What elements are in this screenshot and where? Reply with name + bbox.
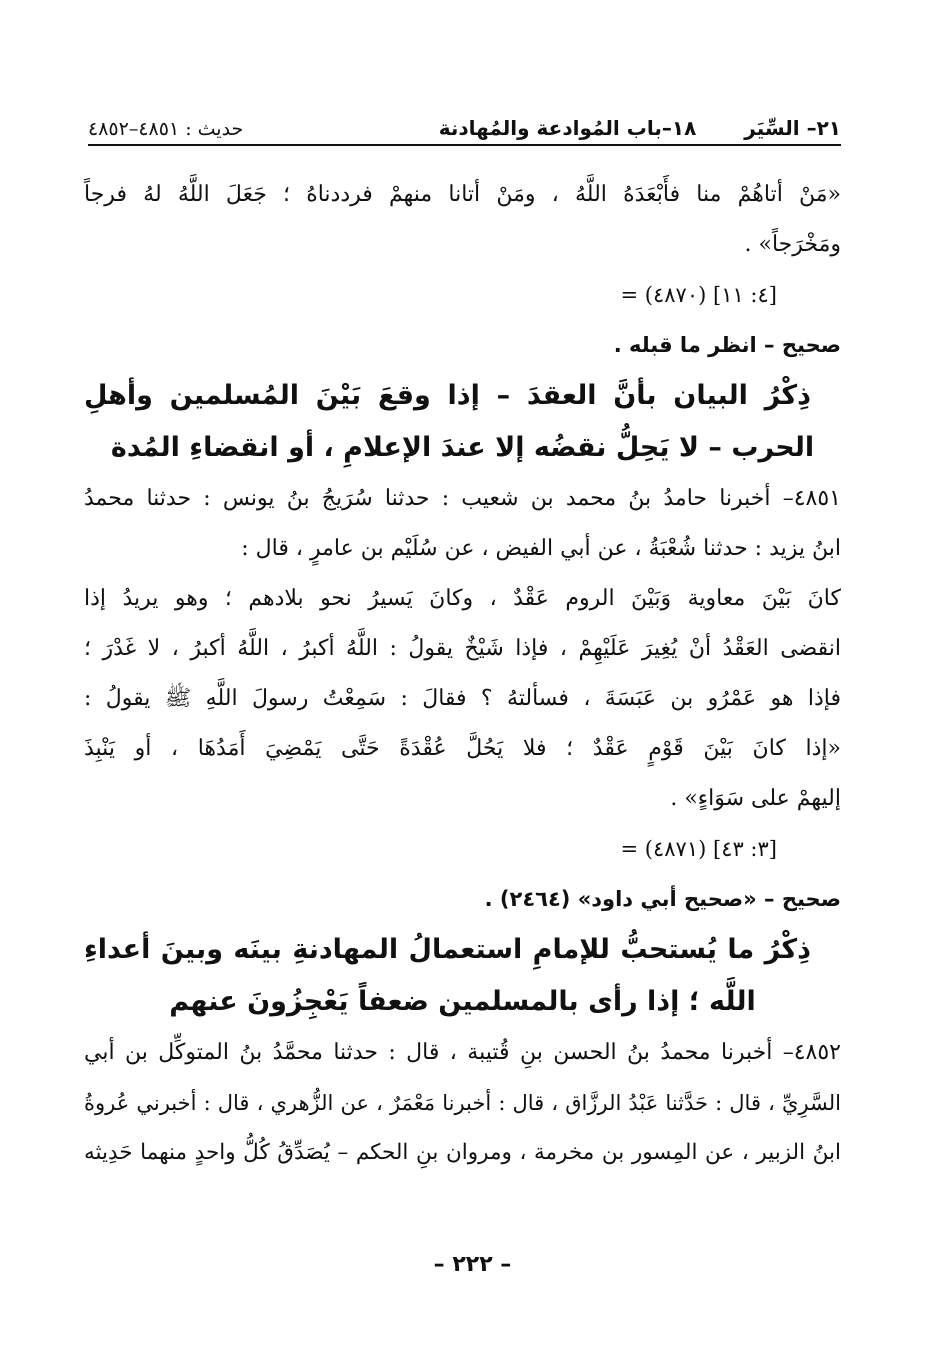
book-title: ٢١– السِّيَر [744, 116, 841, 140]
grading-line: صحيح – «صحيح أبي داود» (٢٤٦٤) . [484, 887, 841, 911]
section-heading: ذِكْرُ ما يُستحبُّ للإمامِ استعمالُ المهادنةِ بينَه وبينَ أعداءِ [84, 934, 811, 965]
page-number: – ٢٢٢ – [433, 1252, 512, 1277]
reference-line: = (٤٨٧٠) [٤: ١١] [620, 283, 777, 307]
grading-line: صحيح – انظر ما قبله . [613, 333, 841, 357]
page-body [84, 170, 841, 1178]
hadith-text-line: فإذا هو عَمْرُو بن عَبَسَةَ ، فسألتهُ ؟ فقالَ : سَمِعْتُ رسولَ اللَّهِ ﷺ يقولُ : [84, 686, 842, 711]
text-line: ومَخْرَجاً» . [744, 232, 841, 257]
hadith-text-line: انقضى العَقْدُ أنْ يُغِيرَ عَلَيْهِمْ ، فإذا شَيْخٌ يقولُ : اللَّهُ أكبرُ ، اللَّهُ أكبرُ ، لا غَدْرَ ؛ [84, 636, 841, 661]
hadith-chain-line: ٤٨٥٢– أخبرنا محمدُ بنُ الحسن بنِ قُتيبة ، قال : حدثنا محمَّدُ بنُ المتوكِّل بن أبي [84, 1040, 841, 1065]
section-heading: الحرب – لا يَحِلُّ نقضُه إلا عندَ الإعلامِ ، أو انقضاءِ المُدة [110, 432, 815, 463]
hadith-chain-line: ٤٨٥١– أخبرنا حامدُ بنُ محمد بن شعيب : حدثنا سُرَيجُ بنُ يونس : حدثنا محمدُ [84, 486, 841, 511]
hadith-text-line: «إذا كانَ بَيْنَ قَوْمٍ عَقْدٌ ؛ فلا يَحُلَّ عُقْدَةً حَتَّى يَمْضِيَ أَمَدُهَا ، أو يَنْبِذَ [84, 736, 841, 761]
reference-line: = (٤٨٧١) [٣: ٤٣] [620, 837, 777, 861]
hadith-chain-line: ابنُ يزيد : حدثنا شُعْبَةُ ، عن أبي الفيض ، عن سُلَيْم بن عامرٍ ، قال : [241, 536, 841, 561]
running-header [88, 98, 841, 146]
hadith-chain-line: ابنُ الزبير ، عن المِسور بن مخرمة ، ومروان بنِ الحكم – يُصَدِّقُ كُلُّ واحدٍ منهما حَدِيثه [84, 1140, 841, 1165]
section-heading: اللَّه ؛ إذا رأى بالمسلمين ضعفاً يَعْجِزُونَ عنهم [169, 986, 756, 1017]
hadith-text-line: كانَ بَيْنَ معاوية وَبَيْنَ الروم عَقْدٌ ، وكانَ يَسيرُ نحو بلادهم ؛ وهو يريدُ إذا [84, 586, 841, 611]
section-heading: ذِكْرُ البيان بأنَّ العقدَ – إذا وقعَ بَيْنَ المُسلمين وأهلِ [84, 380, 811, 411]
hadith-range: حديث : ٤٨٥١–٤٨٥٢ [88, 118, 244, 140]
hadith-chain-line: السَّرِيِّ ، قال : حَدَّثنا عَبْدُ الرزَّاق ، قال : أخبرنا مَعْمَرٌ ، عن الزُّهري ، قال : أخبرني عُروةُ [84, 1091, 841, 1115]
chapter-title: ١٨–باب المُوادعة والمُهادنة [438, 116, 697, 140]
text-line: «مَنْ أتاهُمْ منا فأَبْعَدَهُ اللَّهُ ، ومَنْ أتانا منهمْ فرددناهُ ؛ جَعَلَ اللَّهُ لهُ فرجاً [84, 182, 841, 207]
hadith-text-line: إليهمْ على سَوَاءٍ» . [670, 786, 841, 811]
